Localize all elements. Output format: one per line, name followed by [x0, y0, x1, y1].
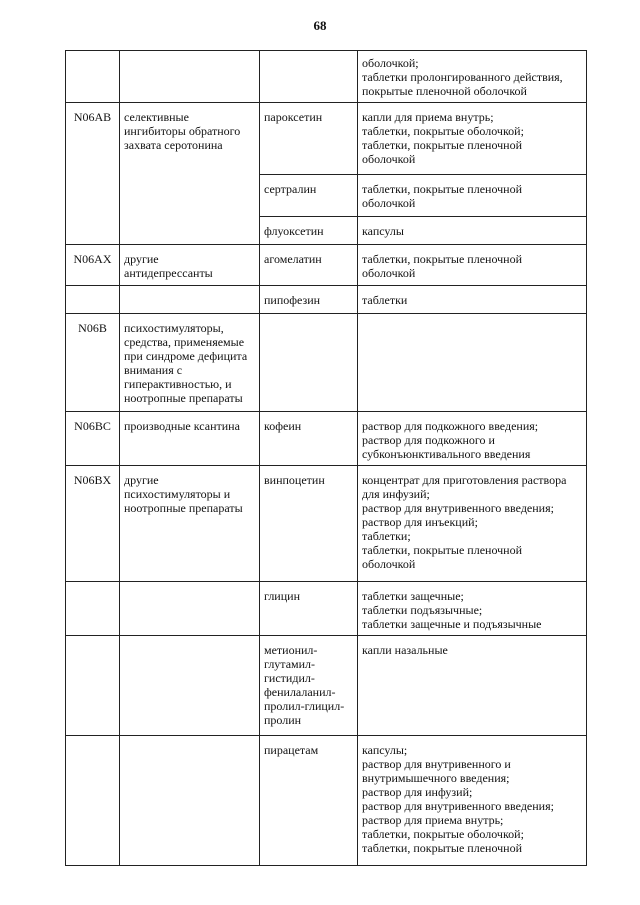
group-name-cell: [120, 582, 260, 636]
atc-code-cell: [66, 51, 120, 103]
table-row: [66, 636, 587, 736]
drug-name-cell: [260, 51, 358, 103]
atc-code-cell: N06BX: [66, 466, 120, 582]
dosage-forms-cell: раствор для подкожного введения; раствор для подкожного и субконъюнктивального введения: [358, 412, 587, 466]
atc-code-cell: [66, 286, 120, 314]
dosage-forms-cell: концентрат для приготовления раствора для инфузий; раствор для внутривенного введения; раствор для инъекций; таблетки; таблетки, покрытые пленочной оболочкой: [358, 466, 587, 582]
group-name-cell: [120, 736, 260, 866]
group-name-cell: другие антидепрессанты: [120, 245, 260, 286]
drug-name-cell: флуоксетин: [260, 217, 358, 245]
dosage-forms-cell: капли назальные: [358, 636, 587, 736]
drug-name-cell: глицин: [260, 582, 358, 636]
table-row: [66, 582, 587, 636]
group-name-cell: производные ксантина: [120, 412, 260, 466]
atc-code-cell: [66, 582, 120, 636]
dosage-forms-cell: капсулы: [358, 217, 587, 245]
atc-code-cell: N06BC: [66, 412, 120, 466]
group-name-cell: [120, 636, 260, 736]
atc-code-cell: [66, 736, 120, 866]
drug-name-cell: винпоцетин: [260, 466, 358, 582]
group-name-cell: [120, 286, 260, 314]
table-row: [66, 103, 587, 175]
dosage-forms-cell: таблетки, покрытые пленочной оболочкой: [358, 245, 587, 286]
drug-name-cell: метионил- глутамил- гистидил- фенилаланил- пролил-глицил- пролин: [260, 636, 358, 736]
dosage-forms-cell: таблетки защечные; таблетки подъязычные; таблетки защечные и подъязычные: [358, 582, 587, 636]
drug-name-cell: пирацетам: [260, 736, 358, 866]
table-row: [66, 286, 587, 314]
table-row: [66, 412, 587, 466]
table-row: [66, 466, 587, 582]
table-row: [66, 736, 587, 866]
drug-classification-table: [65, 50, 587, 866]
drug-name-cell: кофеин: [260, 412, 358, 466]
drug-name-cell: сертралин: [260, 175, 358, 217]
table-row: [66, 51, 587, 103]
dosage-forms-cell: капли для приема внутрь; таблетки, покрытые оболочкой; таблетки, покрытые пленочной оболочкой: [358, 103, 587, 175]
page-number: 68: [313, 18, 327, 33]
atc-code-cell: N06AB: [66, 103, 120, 245]
table-row: [66, 314, 587, 412]
group-name-cell: психостимуляторы, средства, применяемые при синдроме дефицита внимания с гиперактивностью, и ноотропные препараты: [120, 314, 260, 412]
dosage-forms-cell: капсулы; раствор для внутривенного и внутримышечного введения; раствор для инфузий; раствор для внутривенного введения; раствор для приема внутрь; таблетки, покрытые оболочкой; таблетки, покрытые пленочной: [358, 736, 587, 866]
table-row: [66, 245, 587, 286]
dosage-forms-cell: оболочкой; таблетки пролонгированного действия, покрытые пленочной оболочкой: [358, 51, 587, 103]
drug-name-cell: [260, 314, 358, 412]
dosage-forms-cell: [358, 314, 587, 412]
drug-name-cell: агомелатин: [260, 245, 358, 286]
group-name-cell: другие психостимуляторы и ноотропные препараты: [120, 466, 260, 582]
dosage-forms-cell: таблетки: [358, 286, 587, 314]
atc-code-cell: N06AX: [66, 245, 120, 286]
atc-code-cell: [66, 636, 120, 736]
drug-name-cell: пароксетин: [260, 103, 358, 175]
group-name-cell: селективные ингибиторы обратного захвата серотонина: [120, 103, 260, 245]
drug-name-cell: пипофезин: [260, 286, 358, 314]
dosage-forms-cell: таблетки, покрытые пленочной оболочкой: [358, 175, 587, 217]
group-name-cell: [120, 51, 260, 103]
atc-code-cell: N06B: [66, 314, 120, 412]
